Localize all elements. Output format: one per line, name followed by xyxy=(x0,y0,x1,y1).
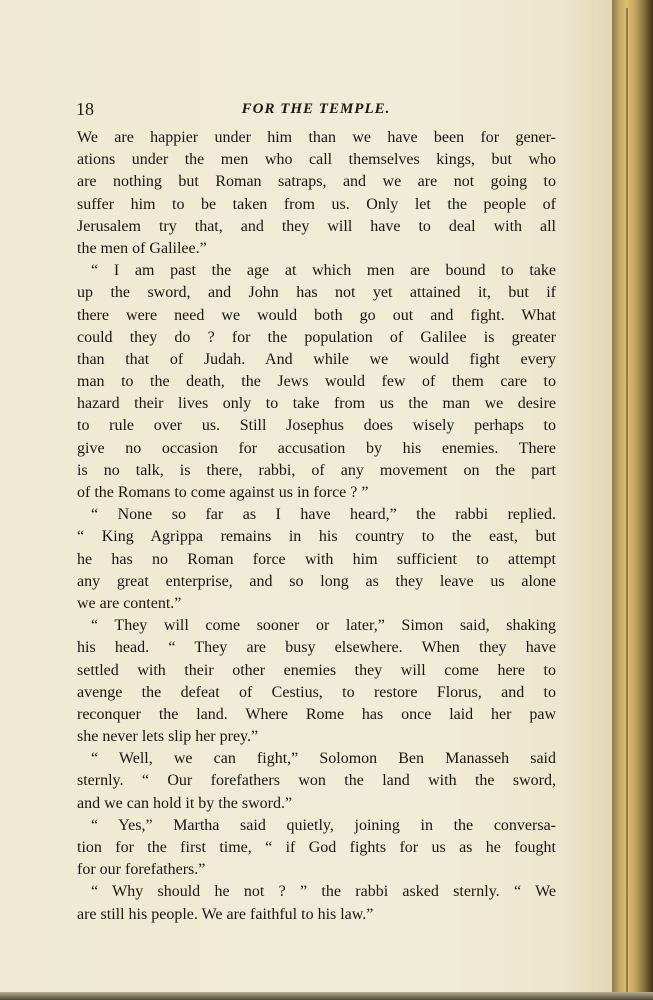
page-number: 18 xyxy=(76,99,94,119)
text-line: are nothing but Roman satraps, and we are not going to xyxy=(77,173,556,191)
text-line: “ None so far as I have heard,” the rabbi replied. xyxy=(91,506,556,524)
text-line: the men of Galilee.” xyxy=(77,239,207,257)
text-line: she never lets slip her prey.” xyxy=(77,728,259,746)
text-line: tion for the first time, “ if God fights for us as he fought xyxy=(77,839,556,856)
text-line: We are happier under him than we have been for gener- xyxy=(77,129,556,146)
text-line: “ They will come sooner or later,” Simon said, shaking xyxy=(91,617,556,635)
text-line: any great enterprise, and so long as they leave us alone xyxy=(77,572,556,590)
text-line: “ Well, we can fight,” Solomon Ben Manasseh said xyxy=(91,750,556,768)
text-line: suffer him to be taken from us. Only let the people of xyxy=(77,195,556,213)
text-line: his head. “ They are busy elsewhere. When they have xyxy=(77,639,556,657)
text-line: avenge the defeat of Cestius, to restore Florus, and to xyxy=(77,683,556,701)
book-spine xyxy=(612,0,653,1000)
text-line: settled with their other enemies they will come here to xyxy=(77,661,556,679)
page-header xyxy=(76,96,556,122)
text-line: of the Romans to come against us in force ? ” xyxy=(77,484,369,501)
text-line: are still his people. We are faithful to his law.” xyxy=(77,905,374,923)
text-line: reconquer the land. Where Rome has once laid her paw xyxy=(77,705,556,723)
text-line: than that of Judah. And while we would fight every xyxy=(77,350,556,368)
text-line: give no occasion for accusation by his enemies. There xyxy=(77,439,556,457)
text-line: “ King Agrippa remains in his country to the east, but xyxy=(77,528,556,546)
body-text xyxy=(77,127,556,926)
text-line: is no talk, is there, rabbi, of any movement on the part xyxy=(77,461,556,479)
text-line: hazard their lives only to take from us the man we desire xyxy=(77,395,556,413)
running-head: FOR THE TEMPLE. xyxy=(241,101,391,117)
text-line: Jerusalem try that, and they will have to deal with all xyxy=(77,217,556,235)
text-line: “ Yes,” Martha said quietly, joining in the conversa- xyxy=(91,816,556,834)
text-line: he has no Roman force with him sufficient to attempt xyxy=(77,550,556,568)
text-line: up the sword, and John has not yet attained it, but if xyxy=(77,284,556,302)
text-line: and we can hold it by the sword.” xyxy=(77,794,293,812)
text-line: we are content.” xyxy=(77,594,182,612)
text-line: ations under the men who call themselves kings, but who xyxy=(77,151,556,169)
text-line: for our forefathers.” xyxy=(77,861,206,879)
text-line: “ Why should he not ? ” the rabbi asked sternly. “ We xyxy=(91,883,556,901)
text-line: “ I am past the age at which men are bound to take xyxy=(91,262,556,280)
text-line: could they do ? for the population of Galilee is greater xyxy=(77,328,556,346)
spine-shadow-line xyxy=(626,8,628,992)
text-line: there were need we would both go out and fight. What xyxy=(77,306,556,324)
text-line: to rule over us. Still Josephus does wisely perhaps to xyxy=(77,417,556,435)
page-bottom-edge xyxy=(0,992,653,1000)
text-line: man to the death, the Jews would few of them care to xyxy=(77,373,556,391)
text-line: sternly. “ Our forefathers won the land with the sword, xyxy=(77,772,556,790)
